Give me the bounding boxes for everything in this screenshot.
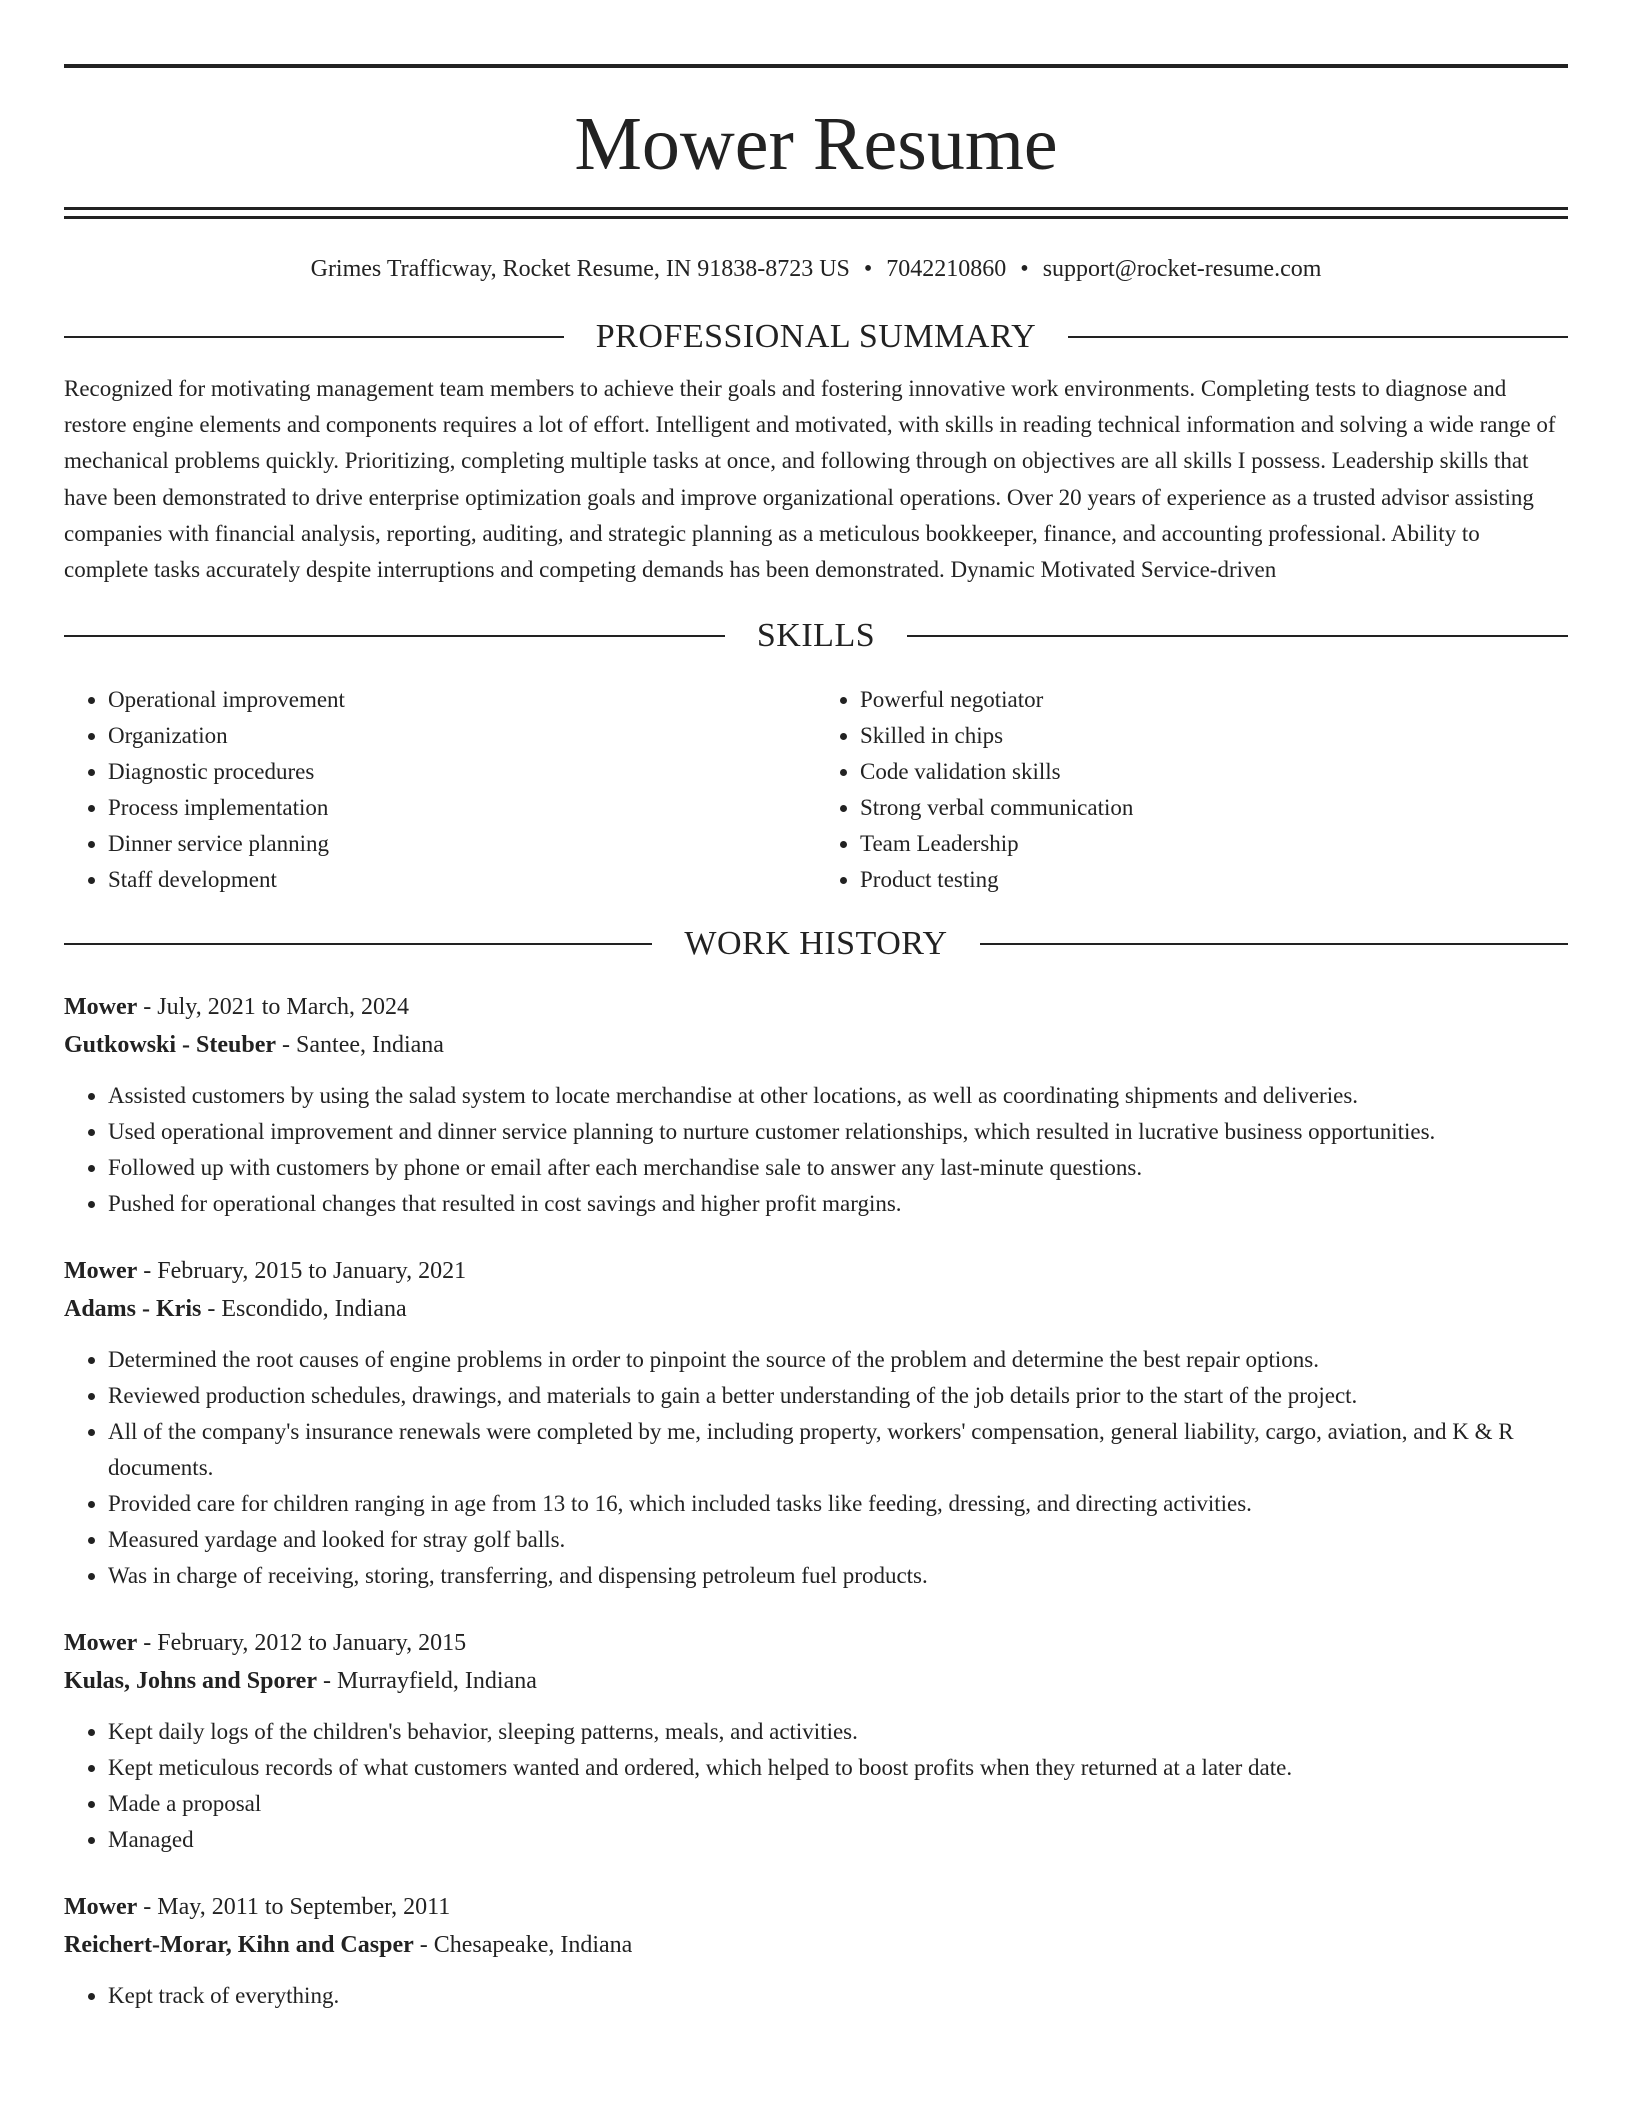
job-bullet: • Was in charge of receiving, storing, transferring, and dispensing petroleum fuel products. — [108, 1558, 1568, 1594]
job-company: Reichert-Morar, Kihn and Casper — [64, 1932, 414, 1959]
job-bullet: • Provided care for children ranging in age from 13 to 16, which included tasks like feeding, dressing, and directing activities. — [108, 1486, 1568, 1522]
heading-rule — [980, 943, 1568, 945]
skill-item: • Dinner service planning — [108, 826, 816, 862]
job-bullets — [64, 1714, 1568, 1858]
job-company-line — [64, 1662, 1568, 1700]
skill-item: • Process implementation — [108, 790, 816, 826]
skills-list-left — [64, 682, 816, 898]
job-entry — [64, 1888, 1568, 2014]
job-role: Mower — [64, 1630, 138, 1657]
contact-email: support@rocket-resume.com — [1042, 256, 1322, 282]
skills-heading — [64, 614, 1568, 658]
job-company-line — [64, 1926, 1568, 1964]
job-location: - Murrayfield, Indiana — [316, 1668, 537, 1695]
contact-line — [64, 253, 1568, 285]
contact-separator: • — [863, 256, 873, 282]
section-title: WORK HISTORY — [684, 925, 948, 963]
skill-item: • Team Leadership — [860, 826, 1568, 862]
job-location: - Escondido, Indiana — [201, 1296, 407, 1323]
job-company-line — [64, 1290, 1568, 1328]
job-location: - Chesapeake, Indiana — [413, 1932, 633, 1959]
skill-item: • Strong verbal communication — [860, 790, 1568, 826]
skill-item: • Product testing — [860, 862, 1568, 898]
contact-address: Grimes Trafficway, Rocket Resume, IN 91838-8723 US — [310, 256, 850, 282]
job-company: Kulas, Johns and Sporer — [64, 1668, 317, 1695]
heading-rule — [1068, 336, 1568, 338]
job-entry — [64, 988, 1568, 1222]
job-bullet: • Used operational improvement and dinner service planning to nurture customer relationships, which resulted in lucrative business opportunities. — [108, 1114, 1568, 1150]
summary-heading — [64, 315, 1568, 359]
job-role: Mower — [64, 994, 138, 1021]
job-role-line — [64, 1624, 1568, 1662]
job-role-line — [64, 988, 1568, 1026]
job-bullet: • Measured yardage and looked for stray golf balls. — [108, 1522, 1568, 1558]
skill-item: • Staff development — [108, 862, 816, 898]
heading-rule — [64, 336, 564, 338]
skill-item: • Diagnostic procedures — [108, 754, 816, 790]
job-bullet: • Assisted customers by using the salad system to locate merchandise at other locations, as well as coordinating shipments and deliveries. — [108, 1078, 1568, 1114]
heading-rule — [907, 635, 1568, 637]
contact-separator: • — [1020, 256, 1029, 282]
job-company: Adams - Kris — [64, 1296, 202, 1323]
job-company: Gutkowski - Steuber — [64, 1032, 277, 1059]
skill-item: • Code validation skills — [860, 754, 1568, 790]
job-company-line — [64, 1026, 1568, 1064]
heading-rule — [64, 943, 652, 945]
job-bullets — [64, 1078, 1568, 1222]
job-dates: - July, 2021 to March, 2024 — [137, 994, 410, 1021]
job-bullet: • Made a proposal — [108, 1786, 1568, 1822]
job-dates: - February, 2012 to January, 2015 — [137, 1630, 467, 1657]
job-bullet: • Managed — [108, 1822, 1568, 1858]
section-title: SKILLS — [756, 617, 876, 655]
resume-page — [64, 64, 1568, 2014]
job-dates: - May, 2011 to September, 2011 — [137, 1894, 451, 1921]
job-location: - Santee, Indiana — [276, 1032, 444, 1059]
summary-text: Recognized for motivating management team members to achieve their goals and fostering innovative work environments. Completing tests to diagnose and restore engine elements and components requires a lot of effort. Intelligent and motivated, with skills in reading technical information and solving a wide range of mechanical problems quickly. Prioritizing, completing multiple tasks at once, and following through on objectives are all skills I possess. Leadership skills that have been demonstrated to drive enterprise optimization goals and improve organizational operations. Over 20 years of experience as a trusted advisor assisting companies with financial analysis, reporting, auditing, and strategic planning as a meticulous bookkeeper, finance, and accounting professional. Ability to complete tasks accurately despite interruptions and competing demands has been demonstrated. Dynamic Motivated Service-driven — [64, 376, 1556, 583]
skill-item: • Organization — [108, 718, 816, 754]
job-bullet: • Pushed for operational changes that resulted in cost savings and higher profit margins. — [108, 1186, 1568, 1222]
job-bullet: • Followed up with customers by phone or email after each merchandise sale to answer any last-minute questions. — [108, 1150, 1568, 1186]
title-double-rule — [64, 207, 1568, 219]
job-role-line — [64, 1888, 1568, 1926]
job-bullet: • Kept daily logs of the children's behavior, sleeping patterns, meals, and activities. — [108, 1714, 1568, 1750]
heading-rule — [64, 635, 725, 637]
job-role: Mower — [64, 1894, 138, 1921]
job-bullet: • Reviewed production schedules, drawings, and materials to gain a better understanding of the job details prior to the start of the project. — [108, 1378, 1568, 1414]
skill-item: • Skilled in chips — [860, 718, 1568, 754]
job-bullet: • Kept track of everything. — [108, 1978, 1568, 2014]
skill-item: • Operational improvement — [108, 682, 816, 718]
skill-item: • Powerful negotiator — [860, 682, 1568, 718]
job-entry — [64, 1624, 1568, 1858]
job-bullets — [64, 1978, 1568, 2014]
job-role: Mower — [64, 1258, 138, 1285]
resume-title: Mower Resume — [574, 102, 1058, 186]
skills-list-right — [816, 682, 1568, 898]
job-bullet: • Kept meticulous records of what customers wanted and ordered, which helped to boost profits when they returned at a later date. — [108, 1750, 1568, 1786]
job-bullets — [64, 1342, 1568, 1594]
job-bullet: • Determined the root causes of engine problems in order to pinpoint the source of the problem and determine the best repair options. — [108, 1342, 1568, 1378]
contact-phone: 7042210860 — [886, 256, 1007, 282]
job-role-line — [64, 1252, 1568, 1290]
work-heading — [64, 922, 1568, 966]
section-title: PROFESSIONAL SUMMARY — [595, 318, 1037, 355]
job-entry — [64, 1252, 1568, 1594]
job-bullet: • All of the company's insurance renewals were completed by me, including property, workers' compensation, general liability, cargo, aviation, and K & R documents. — [108, 1414, 1568, 1486]
skills-grid — [64, 682, 1568, 898]
job-dates: - February, 2015 to January, 2021 — [137, 1258, 467, 1285]
